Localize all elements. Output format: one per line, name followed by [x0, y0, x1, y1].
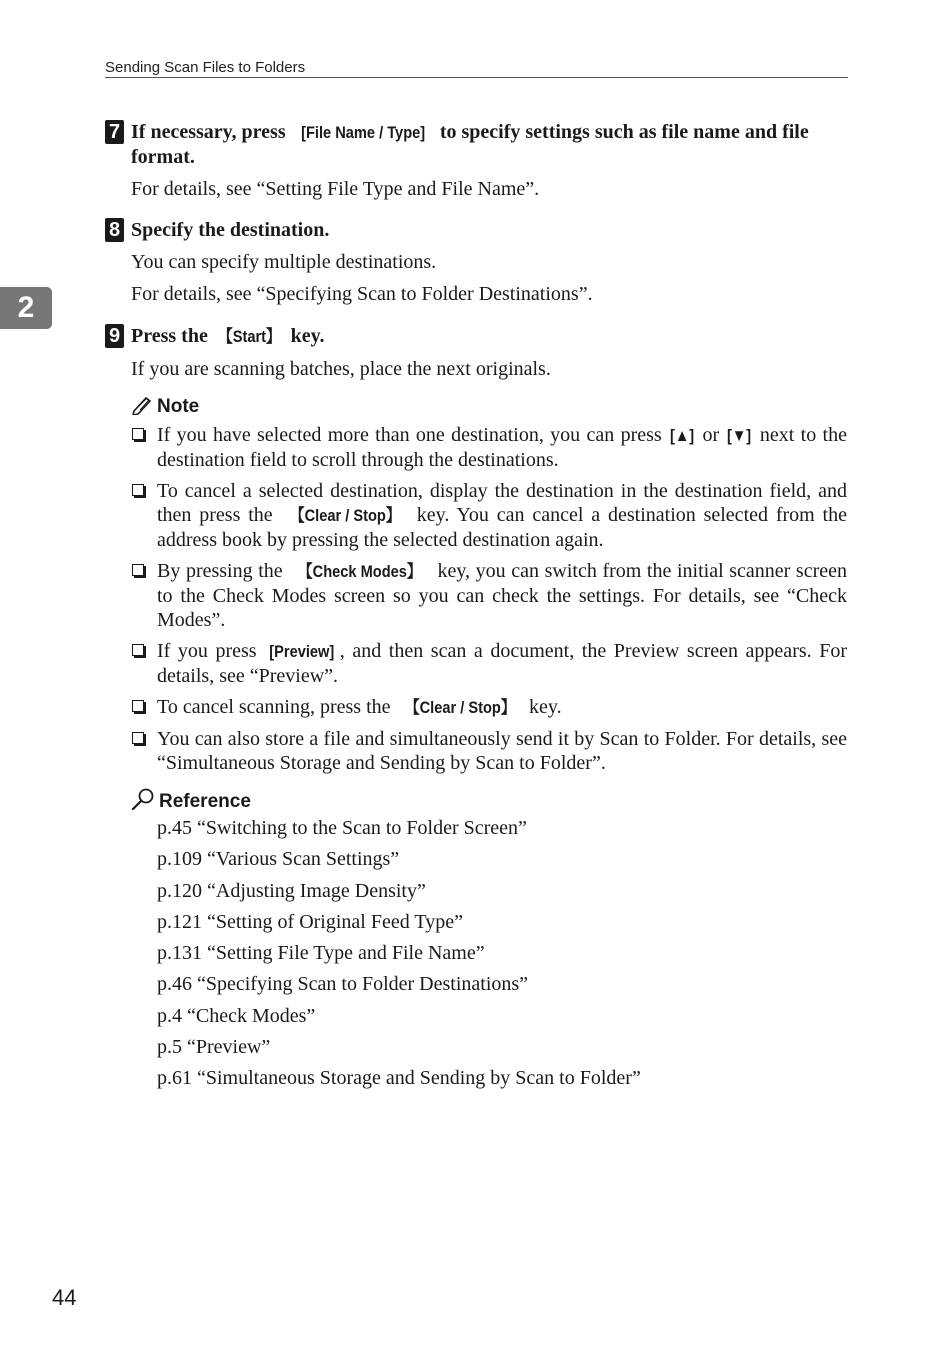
step-body	[131, 177, 847, 201]
preview-key: [Preview]	[269, 642, 335, 661]
step-7	[105, 120, 847, 209]
step-title: Specify the destination.	[131, 219, 330, 241]
note-item	[131, 695, 847, 720]
step-title-text: key.	[285, 325, 325, 347]
chapter-tab: 2	[0, 287, 52, 329]
step-paragraph: For details, see “Specifying Scan to Folder Destinations”.	[131, 283, 593, 305]
note-text: To cancel a selected destination, display the destination in the destination field, and then press the	[157, 480, 847, 526]
step-title-text: If necessary, press	[131, 121, 291, 143]
step-title-text: to specify settings such as file name and file format.	[131, 121, 809, 168]
reference-heading	[131, 788, 251, 814]
note-item	[131, 639, 847, 688]
note-heading	[131, 395, 199, 419]
step-paragraph: You can specify multiple destinations.	[131, 251, 437, 273]
running-header: Sending Scan Files to Folders	[105, 59, 306, 76]
note-item	[131, 559, 847, 632]
note-text: next to the destination field to scroll through the destinations.	[157, 424, 847, 471]
note-item	[131, 727, 847, 775]
start-key: 【Start】	[217, 327, 281, 346]
note-list	[131, 423, 847, 782]
checkbox-bullet-icon	[132, 484, 144, 496]
file-name-type-key: [File Name / Type]	[300, 123, 425, 142]
reference-link[interactable]: p.131 “Setting File Type and File Name”	[157, 942, 485, 965]
reference-link[interactable]: p.61 “Simultaneous Storage and Sending by Scan to Folder”	[157, 1067, 641, 1090]
reference-link[interactable]: p.120 “Adjusting Image Density”	[157, 879, 426, 902]
step-number: 7	[105, 120, 124, 144]
checkbox-bullet-icon	[132, 644, 144, 656]
header-rule	[105, 77, 848, 78]
step-8	[105, 218, 847, 314]
note-item	[131, 479, 847, 552]
note-text: key, you can switch from the initial scanner screen to the Check Modes screen so you can check the settings. For details, see “Check Modes”.	[157, 560, 848, 631]
note-item	[131, 423, 847, 472]
note-text: If you press	[157, 640, 265, 662]
magnifier-icon	[131, 788, 155, 810]
note-text: By pressing the	[157, 560, 289, 582]
pencil-icon	[131, 395, 153, 415]
note-text: key. You can cancel a destination selected from the address book by pressing the selected destination again.	[157, 504, 847, 551]
reference-link[interactable]: p.46 “Specifying Scan to Folder Destinations”	[157, 973, 529, 996]
note-text: If you have selected more than one destination, you can press	[157, 424, 668, 446]
note-text: To cancel scanning, press the	[157, 696, 396, 718]
step-number: 8	[105, 218, 124, 242]
reference-link[interactable]: p.4 “Check Modes”	[157, 1004, 316, 1027]
step-body	[131, 250, 847, 306]
checkbox-bullet-icon	[132, 564, 144, 576]
note-heading-text: Note	[157, 396, 200, 417]
note-text: , and then scan a document, the Preview screen appears. For details, see “Preview”.	[157, 640, 847, 687]
checkbox-bullet-icon	[132, 428, 144, 440]
reference-heading-text: Reference	[159, 791, 251, 812]
reference-link[interactable]: p.109 “Various Scan Settings”	[157, 848, 400, 871]
reference-link[interactable]: p.121 “Setting of Original Feed Type”	[157, 910, 463, 933]
checkbox-bullet-icon	[132, 732, 144, 744]
clear-stop-key: 【Clear / Stop】	[289, 506, 400, 525]
step-title-text: Press the	[131, 325, 213, 347]
step-body	[131, 357, 847, 381]
step-title	[131, 324, 847, 349]
step-number: 9	[105, 324, 124, 348]
step-title	[131, 120, 847, 169]
check-modes-key: 【Check Modes】	[298, 562, 422, 581]
reference-link[interactable]: p.45 “Switching to the Scan to Folder Screen”	[157, 817, 527, 839]
step-paragraph: For details, see “Setting File Type and File Name”.	[131, 178, 540, 200]
up-arrow-key: [▲]	[669, 426, 695, 445]
step-9	[105, 324, 847, 389]
clear-stop-key: 【Clear / Stop】	[404, 698, 515, 717]
reference-link[interactable]: p.5 “Preview”	[157, 1036, 271, 1059]
down-arrow-key: [▼]	[727, 426, 752, 445]
reference-list	[157, 816, 641, 1098]
note-text: You can also store a file and simultaneously send it by Scan to Folder. For details, see “Simultaneous Storage and Sending by Scan to Folder”.	[157, 728, 847, 774]
step-paragraph: If you are scanning batches, place the next originals.	[131, 358, 551, 380]
checkbox-bullet-icon	[132, 700, 144, 712]
note-text: key.	[523, 696, 562, 718]
note-text: or	[696, 424, 726, 446]
page-number: 44	[52, 1285, 77, 1310]
